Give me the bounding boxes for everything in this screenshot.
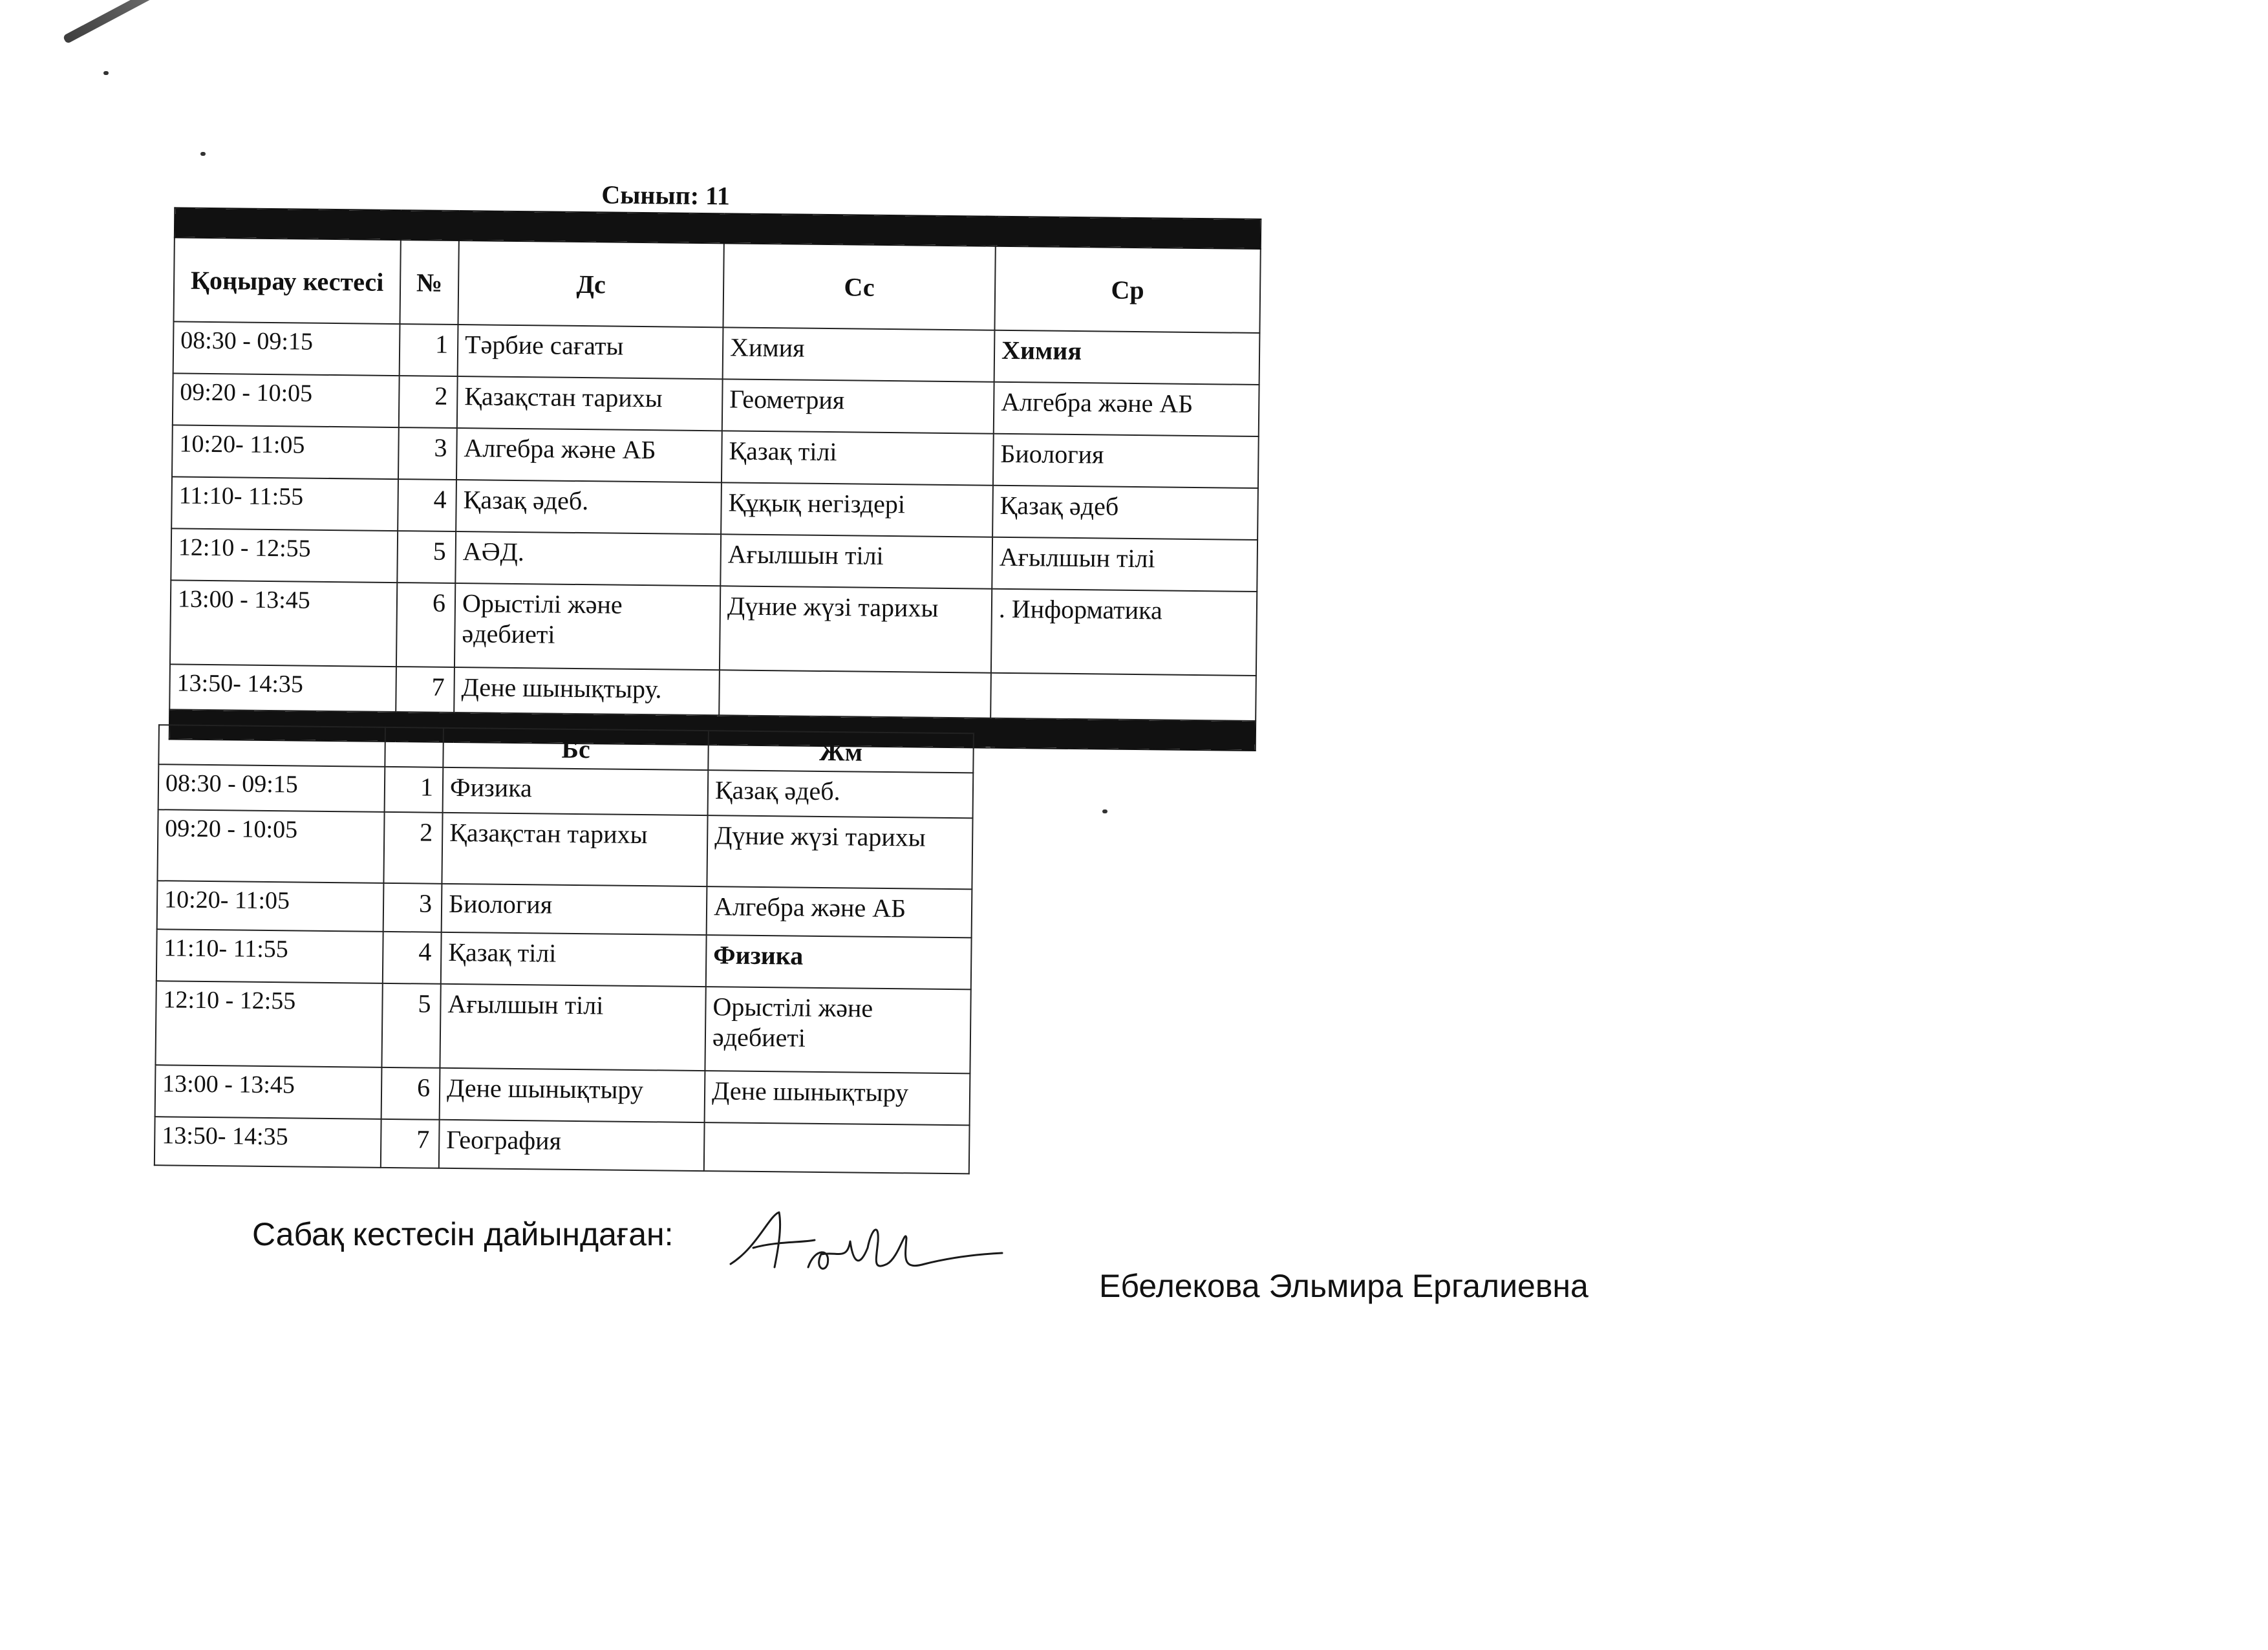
lesson-monday: Орыстілі және әдебиеті (455, 583, 720, 670)
table-row (155, 1117, 970, 1173)
lesson-tuesday: Құқық негіздері (721, 482, 993, 537)
lesson-wednesday: Ағылшын тілі (992, 537, 1257, 592)
lesson-friday (704, 1122, 970, 1173)
lesson-wednesday: Биология (993, 434, 1259, 488)
lesson-thursday: Қазақ тілі (441, 932, 707, 987)
class-title: Сынып: 11 (601, 180, 731, 211)
lesson-tuesday: Ағылшын тілі (720, 534, 992, 588)
table-row (156, 929, 972, 989)
lesson-tuesday: Химия (723, 327, 995, 381)
lesson-thursday: Физика (443, 767, 709, 815)
time-cell: 11:10- 11:55 (171, 477, 398, 531)
time-cell: 08:30 - 09:15 (158, 764, 385, 812)
time-cell: 13:00 - 13:45 (170, 580, 397, 667)
time-cell: 08:30 - 09:15 (173, 321, 400, 376)
lesson-number: 5 (381, 983, 440, 1068)
lesson-number: 6 (396, 583, 455, 667)
lesson-tuesday: Қазақ тілі (722, 431, 994, 485)
time-cell: 12:10 - 12:55 (171, 528, 398, 583)
time-cell: 11:10- 11:55 (156, 929, 383, 983)
header-number: № (400, 240, 458, 325)
header-monday: Дс (458, 241, 723, 327)
scan-artifact-stripe (63, 0, 250, 44)
lesson-number: 4 (383, 932, 442, 984)
table-header-row (174, 237, 1261, 333)
lesson-thursday: Қазақстан тарихы (442, 813, 707, 886)
lesson-friday: Алгебра және АБ (707, 886, 972, 938)
lesson-monday: АӘД. (455, 531, 721, 586)
lesson-monday: Дене шынықтыру. (454, 667, 720, 715)
lesson-friday: Орыстілі және әдебиеті (705, 987, 970, 1073)
lesson-wednesday (990, 673, 1256, 721)
header-empty (158, 725, 385, 767)
schedule-table-mon-wed (169, 207, 1262, 751)
lesson-monday: Алгебра және АБ (456, 428, 722, 482)
time-cell: 13:50- 14:35 (169, 664, 396, 712)
lesson-number: 7 (396, 667, 455, 712)
lesson-number: 3 (383, 883, 442, 932)
prepared-by-label: Сабақ кестесін дайындаған: (252, 1216, 674, 1252)
lesson-number: 4 (398, 479, 456, 531)
lesson-monday: Қазақ әдеб. (456, 480, 722, 534)
lesson-number: 6 (381, 1067, 440, 1120)
lesson-number: 3 (398, 427, 457, 480)
lesson-friday: Физика (706, 935, 972, 989)
lesson-thursday: География (439, 1120, 705, 1171)
time-cell: 13:50- 14:35 (155, 1117, 381, 1168)
signer-name: Ебелекова Эльмира Ергалиевна (1099, 1268, 1589, 1304)
lesson-number: 5 (397, 531, 456, 583)
header-friday: Жм (708, 731, 974, 773)
lesson-number: 2 (383, 812, 442, 884)
lesson-number: 1 (385, 767, 444, 813)
lesson-wednesday: Алгебра және АБ (994, 382, 1259, 436)
time-cell: 09:20 - 10:05 (173, 373, 400, 427)
table-row (155, 1065, 970, 1125)
lesson-friday: Дүние жүзі тарихы (707, 815, 972, 889)
time-cell: 09:20 - 10:05 (157, 809, 384, 883)
header-wednesday: Ср (994, 246, 1260, 333)
lesson-wednesday: Қазақ әдеб (992, 486, 1258, 540)
header-bell-schedule: Қоңырау кестесі (174, 237, 401, 324)
lesson-friday: Қазақ әдеб. (708, 770, 974, 818)
schedule-sheet (138, 168, 1261, 1227)
time-cell: 13:00 - 13:45 (155, 1065, 382, 1119)
table-row (158, 764, 974, 818)
lesson-thursday: Ағылшын тілі (440, 984, 705, 1071)
handwritten-signature (718, 1203, 1009, 1287)
lesson-tuesday: Дүние жүзі тарихы (720, 586, 992, 672)
header-empty (385, 727, 444, 767)
lesson-number: 2 (399, 376, 458, 428)
lesson-monday: Қазақстан тарихы (457, 376, 723, 431)
lesson-thursday: Дене шынықтыру (440, 1068, 705, 1122)
lesson-number: 7 (381, 1119, 440, 1168)
header-tuesday: Сс (723, 243, 995, 330)
time-cell: 10:20- 11:05 (172, 425, 399, 479)
lesson-monday: Тәрбие сағаты (458, 325, 723, 379)
lesson-number: 1 (400, 324, 458, 376)
time-cell: 12:10 - 12:55 (155, 981, 382, 1067)
table-row (170, 580, 1257, 676)
lesson-friday: Дене шынықтыру (705, 1071, 970, 1125)
lesson-tuesday: Геометрия (722, 379, 994, 433)
table-row (157, 881, 972, 938)
scan-artifact-dot (200, 152, 206, 156)
scan-artifact-dot (103, 71, 109, 75)
lesson-wednesday: . Информатика (991, 589, 1257, 676)
lesson-wednesday: Химия (994, 330, 1260, 385)
header-thursday: Бс (443, 728, 709, 770)
lesson-thursday: Биология (442, 884, 707, 935)
time-cell: 10:20- 11:05 (157, 881, 384, 932)
schedule-table-thu-fri (154, 724, 974, 1174)
table-row (155, 981, 970, 1073)
lesson-tuesday (719, 670, 991, 718)
table-row (157, 809, 972, 889)
